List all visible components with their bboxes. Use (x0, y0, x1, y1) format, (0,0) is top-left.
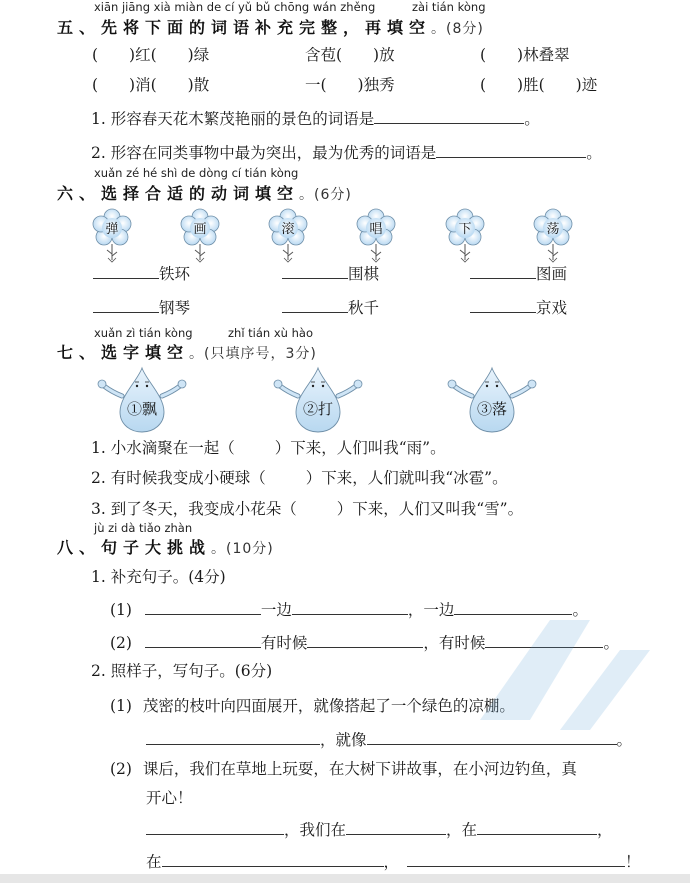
section5-title: 先将下面的词语补充完整，再填空 (101, 18, 432, 37)
part1-title: 1. 补充句子。(4分) (91, 568, 226, 586)
section8-number: 八、 (57, 538, 102, 557)
sentence-end: 。 (603, 634, 619, 652)
flower-icon (533, 208, 573, 266)
example-2-line2: 开心！ (146, 789, 193, 807)
drop-option (442, 366, 542, 434)
word-fill-5[interactable]: 一( )独秀 (305, 76, 395, 94)
sentence-word: ，一边 (407, 601, 455, 619)
verb-fill-2 (282, 262, 379, 284)
answer-blank[interactable] (146, 728, 320, 745)
flower-option (268, 208, 308, 266)
question-text-after: ）下来，人们叫我“雨”。 (274, 439, 446, 457)
example-label: (1) (110, 697, 132, 715)
question-text: 2. 形容在同类事物中最为突出，最为优秀的词语是 (91, 144, 437, 162)
section7-question-1 (91, 436, 446, 458)
verb-object: 图画 (536, 265, 568, 283)
sentence-word: 在 (146, 853, 162, 871)
section6-number: 六、 (57, 184, 102, 203)
verb-fill-4 (93, 296, 190, 318)
example-2-answer-line1 (146, 818, 613, 840)
flower-icon (180, 208, 220, 266)
question-text-after: ）下来，人们又叫我“雪”。 (336, 500, 524, 518)
verb-fill-6 (470, 296, 567, 318)
section7-question-2 (91, 466, 508, 488)
verb-object: 铁环 (159, 265, 191, 283)
drop-option (92, 366, 192, 434)
question-text: 3. 到了冬天，我变成小花朵（ (91, 500, 297, 518)
sentence-label: (2) (110, 634, 132, 652)
flower-verb: 弹 (105, 222, 119, 237)
verb-object: 围棋 (348, 265, 380, 283)
sentence-word: ，我们在 (284, 821, 347, 839)
answer-blank[interactable] (346, 818, 446, 835)
sentence-end: 。 (616, 731, 633, 749)
verb-object: 京戏 (536, 299, 568, 317)
flower-option (92, 208, 132, 266)
flower-option (533, 208, 573, 266)
question-text-after: ）下来，人们就叫我“冰雹”。 (305, 469, 508, 487)
section8-pinyin: jù zi dà tiǎo zhàn (94, 521, 193, 535)
question-end: 。 (524, 110, 540, 128)
answer-blank[interactable] (282, 262, 348, 279)
flower-icon (445, 208, 485, 266)
answer-blank[interactable] (374, 107, 524, 124)
answer-blank[interactable] (407, 850, 625, 867)
section5-question-1 (91, 107, 540, 129)
example-text: 茂密的枝叶向四面展开，就像搭起了一个绿色的凉棚。 (142, 697, 515, 715)
part2-title: 2. 照样子，写句子。(6分) (91, 662, 273, 680)
section7-number: 七、 (57, 343, 102, 362)
sentence-end: 。 (572, 601, 588, 619)
section5-number: 五、 (57, 18, 102, 37)
section5-pinyin-2: zài tián kòng (412, 0, 486, 14)
word-fill-1[interactable]: ( )红( )绿 (92, 46, 210, 64)
answer-blank[interactable] (470, 262, 536, 279)
section8-heading (57, 535, 274, 558)
question-text: 1. 小水滴聚在一起（ (91, 439, 235, 457)
section8-score: 。(10分) (211, 541, 274, 557)
sentence-word: ，有时候 (423, 634, 486, 652)
flower-icon (356, 208, 396, 266)
sentence-word: 一边 (260, 601, 292, 619)
flower-verb: 滚 (281, 222, 295, 237)
answer-blank[interactable] (146, 818, 284, 835)
sentence-label: (1) (110, 601, 132, 619)
verb-fill-3 (470, 262, 567, 284)
section5-heading (57, 15, 484, 38)
answer-blank[interactable] (470, 296, 536, 313)
flower-option (180, 208, 220, 266)
drop-character: ②打 (302, 400, 333, 418)
sentence-word: ， (597, 821, 613, 839)
flower-verb: 下 (458, 222, 472, 237)
section8-title: 句子大挑战 (101, 538, 212, 557)
section7-heading (57, 340, 317, 363)
section7-title: 选字填空 (101, 343, 190, 362)
verb-fill-5 (282, 296, 379, 318)
flower-option (445, 208, 485, 266)
answer-blank[interactable] (307, 631, 423, 648)
answer-blank[interactable] (477, 818, 597, 835)
word-fill-6[interactable]: ( )胜( )迹 (480, 76, 598, 94)
drop-character: ①飘 (126, 400, 157, 418)
sentence-end: ！ (625, 853, 641, 871)
flower-icon (268, 208, 308, 266)
example-2-answer-line2 (146, 850, 641, 872)
answer-blank[interactable] (282, 296, 348, 313)
page-bottom-bar (0, 874, 690, 883)
answer-blank[interactable] (93, 296, 159, 313)
section6-heading (57, 181, 352, 204)
section7-score: 。(只填序号，3分) (189, 346, 317, 362)
example-text: 课后，我们在草地上玩耍，在大树下讲故事，在小河边钓鱼，真 (142, 760, 577, 778)
example-2 (110, 757, 577, 779)
sentence-word: 有时候 (260, 634, 308, 652)
verb-object: 钢琴 (159, 299, 191, 317)
drop-character: ③落 (476, 400, 507, 418)
question-end: 。 (586, 144, 602, 162)
flower-verb: 荡 (546, 222, 560, 237)
word-fill-3[interactable]: ( )林叠翠 (480, 46, 570, 64)
sentence-word: ，在 (446, 821, 478, 839)
drop-option (268, 366, 368, 434)
answer-blank[interactable] (93, 262, 159, 279)
question-text: 1. 形容春天花木繁茂艳丽的景色的词语是 (91, 110, 375, 128)
word-fill-2[interactable]: 含苞( )放 (305, 46, 395, 64)
watermark-logo (460, 600, 660, 760)
answer-blank[interactable] (436, 141, 586, 158)
section5-question-2 (91, 141, 602, 163)
answer-blank[interactable] (145, 631, 261, 648)
flower-icon (92, 208, 132, 266)
flower-verb: 画 (193, 222, 207, 237)
sentence-word: ，就像 (320, 731, 367, 749)
section7-pinyin: xuǎn zì tián kòng (94, 326, 193, 340)
example-label: (2) (110, 760, 132, 778)
question-text: 2. 有时候我变成小硬球（ (91, 469, 266, 487)
verb-object: 秋千 (348, 299, 380, 317)
answer-blank[interactable] (162, 850, 384, 867)
verb-fill-1 (93, 262, 190, 284)
section5-pinyin: xiān jiāng xià miàn de cí yǔ bǔ chōng wán zhěng (94, 0, 376, 14)
answer-blank[interactable] (145, 598, 261, 615)
sentence-word: ， (383, 853, 400, 871)
example-1 (110, 694, 515, 716)
section6-title: 选择合适的动词填空 (101, 184, 300, 203)
word-fill-4[interactable]: ( )消( )散 (92, 76, 210, 94)
section6-score: 。(6分) (299, 187, 352, 203)
flower-verb: 唱 (369, 222, 383, 237)
flower-option (356, 208, 396, 266)
answer-blank[interactable] (292, 598, 408, 615)
section7-pinyin-2: zhǐ tián xù hào (228, 326, 313, 340)
section7-question-3 (91, 497, 523, 519)
section6-pinyin: xuǎn zé hé shì de dòng cí tián kòng (94, 166, 299, 180)
section5-score: 。(8分) (431, 21, 484, 37)
